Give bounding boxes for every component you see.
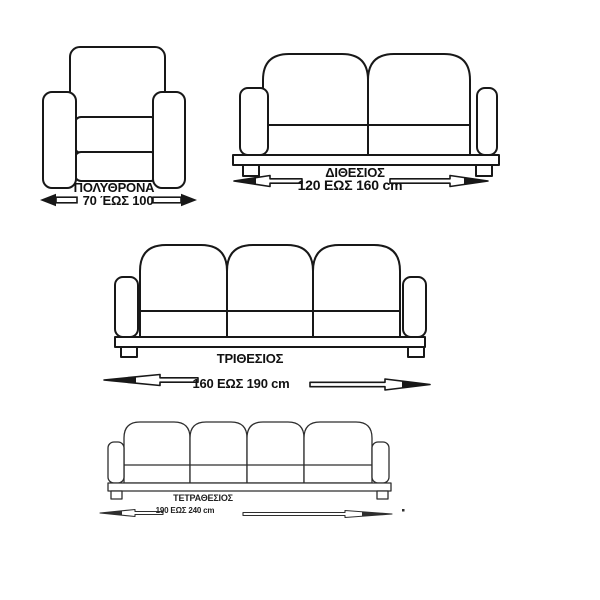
- two-seater-armrest-right: [477, 88, 497, 155]
- four-seater-armrest-left: [108, 442, 124, 483]
- armchair-drawing: [43, 47, 185, 188]
- three-seater-back-cushion-2: [227, 245, 313, 337]
- two-seater-base: [233, 155, 499, 165]
- three-seater-armrest-right: [403, 277, 426, 337]
- two-seater-drawing: [233, 54, 499, 176]
- four-seater-foot-right: [377, 491, 388, 499]
- three-seater-drawing: [115, 245, 426, 357]
- three-seater-foot-right: [408, 347, 424, 357]
- three-seater-size-range: 160 ΕΩΣ 190 cm: [192, 376, 290, 391]
- four-seater-base: [108, 483, 391, 491]
- armchair-size-range: 70 ΈΩΣ 100: [82, 193, 154, 208]
- four-seater-armrest-right: [372, 442, 389, 483]
- four-seater-size-range: 190 ΕΩΣ 240 cm: [155, 506, 215, 515]
- armchair-seat-cushion-top: [75, 117, 157, 153]
- two-seater-back-cushion-2: [368, 54, 470, 155]
- two-seater-size-range: 120 ΕΩΣ 160 cm: [297, 177, 403, 193]
- three-seater-arrow-right-icon: [310, 379, 430, 390]
- four-seater-label: ΤΕΤΡΑΘΕΣΙΟΣ: [173, 493, 233, 503]
- three-seater-back-cushion-1: [140, 245, 227, 337]
- armchair-armrest-right: [153, 92, 185, 188]
- two-seater-foot-right: [476, 165, 492, 176]
- four-seater-back-cushion-1: [124, 422, 190, 483]
- four-seater-drawing: [108, 422, 391, 499]
- armchair-label: ΠΟΛΥΘΡΟΝΑ: [73, 180, 155, 195]
- stray-dot: [402, 509, 405, 512]
- two-seater-back-cushion-1: [263, 54, 368, 155]
- four-seater-foot-left: [111, 491, 122, 499]
- four-seater-back-cushion-4: [304, 422, 372, 483]
- four-seater-back-cushion-2: [190, 422, 247, 483]
- three-seater-base: [115, 337, 425, 347]
- three-seater-label: ΤΡΙΘΕΣΙΟΣ: [216, 351, 284, 366]
- three-seater-foot-left: [121, 347, 137, 357]
- four-seater-arrow-right-icon: [243, 511, 392, 518]
- three-seater-back-cushion-3: [313, 245, 400, 337]
- two-seater-armrest-left: [240, 88, 268, 155]
- four-seater-back-cushion-3: [247, 422, 304, 483]
- two-seater-label: ΔΙΘΕΣΙΟΣ: [325, 165, 385, 180]
- armchair-armrest-left: [43, 92, 76, 188]
- two-seater-foot-left: [243, 165, 259, 176]
- armchair-seat-cushion-bottom: [75, 152, 157, 181]
- three-seater-armrest-left: [115, 277, 138, 337]
